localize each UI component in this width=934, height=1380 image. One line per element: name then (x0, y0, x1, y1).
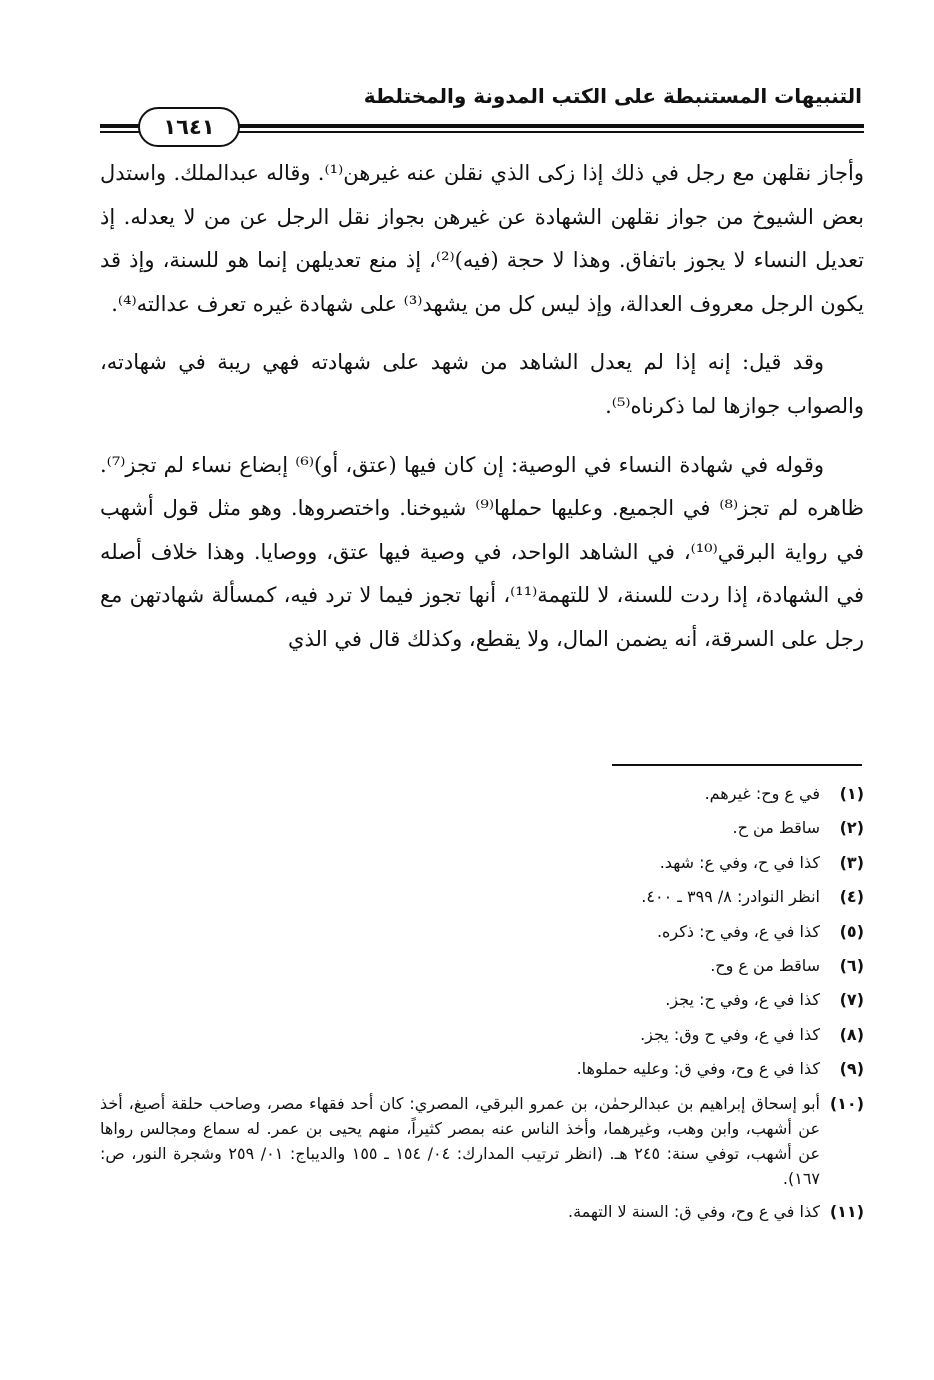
footnote-number: (٩) (839, 1059, 864, 1079)
main-text (100, 152, 864, 662)
footnote-text: كذا في ع وح، وفي ق: السنة لا التهمة. (568, 1202, 820, 1222)
footnote-text: أبو إسحاق إبراهيم بن عبدالرحمٰن، بن عمرو البرقي، المصري: كان أحد فقهاء مصر، وصاحب حلقة أصبغ، أخذ عن أشهب، وابن وهب، وغيرهما، وأخذ الناس عنه بمصر كثيراً، منهم يحيى بن عمر. له سماع ومجالس رواها عن أشهب، توفي سنة: ٢٤٥ هـ. (انظر ترتيب المدارك: ٠٤/ ١٥٤ ـ ١٥٥ والديباج: ٠١/ ٢٥٩ وشجرة النور، ص: ١٦٧). (100, 1093, 821, 1189)
paragraph: وأجاز نقلهن مع رجل في ذلك إذا زكى الذي نقلن عنه غيرهن⁽¹⁾. وقاله عبدالملك. واستدل بعض الشيوخ من جواز نقلهن الشهادة عن غيرهن بجواز نقل الرجل عن من لا يعدله. إذ تعديل النساء لا يجوز باتفاق. وهذا لا حجة (فيه)⁽²⁾، إذ منع تعديلهن إنما هو للسنة، وإذ قد يكون الرجل معروف العدالة، وإذ ليس كل من يشهد⁽³⁾ على شهادة غيره تعرف عدالته⁽⁴⁾. (100, 161, 864, 316)
footnote-number: (٥) (839, 921, 864, 941)
footnote (100, 1052, 864, 1086)
footnote (100, 915, 864, 949)
footnote-number: (١٠) (829, 1093, 864, 1113)
footnote-number: (٢) (839, 818, 864, 838)
paragraph: وقوله في شهادة النساء في الوصية: إن كان فيها (عتق، أو)⁽⁶⁾ إبضاع نساء لم تجز⁽⁷⁾. ظاهره لم تجز⁽⁸⁾ في الجميع. وعليها حملها⁽⁹⁾ شيوخنا. واختصروها. وهو مثل قول أشهب في رواية البرقي⁽¹⁰⁾، في الشاهد الواحد، في وصية فيها عتق، ووصايا. وهذا خلاف أصله في الشهادة، إذا ردت للسنة، لا للتهمة⁽¹¹⁾، أنها تجوز فيما لا ترد فيه، كمسألة شهادتهن مع رجل على السرقة، أنه يضمن المال، ولا يقطع، وكذلك قال في الذي (100, 452, 864, 651)
footnote-text: كذا في ح، وفي ع: شهد. (659, 852, 820, 872)
footnote-number: (٧) (839, 990, 864, 1010)
footnote (100, 811, 864, 845)
footnote (100, 777, 864, 811)
footnote-number: (٤) (839, 887, 864, 907)
footnote-number: (١١) (829, 1202, 864, 1222)
running-title: التنبيهات المستنبطة على الكتب المدونة والمختلطة (363, 84, 862, 108)
paragraph: وقد قيل: إنه إذا لم يعدل الشاهد من شهد على شهادته فهي ريبة في شهادته، والصواب جوازها لما ذكرناه⁽⁵⁾. (100, 350, 864, 418)
footnote-number: (١) (839, 784, 864, 803)
footnote-text: في ع وح: غيرهم. (704, 784, 820, 803)
footnote-text: كذا في ع، وفي ح وق: يجز. (640, 1024, 820, 1044)
footnote (100, 846, 864, 880)
footnote-text: ساقط من ع وح. (710, 956, 820, 976)
footnote-text: كذا في ع، وفي ح: ذكره. (656, 921, 820, 941)
footnote (100, 949, 864, 983)
footnote (100, 1091, 864, 1192)
footnote-number: (٣) (839, 852, 864, 872)
footnote-text: كذا في ع وح، وفي ق: وعليه حملوها. (576, 1059, 820, 1079)
footnote (100, 1195, 864, 1229)
footnote (100, 983, 864, 1017)
footnote (100, 1018, 864, 1052)
footnote-text: كذا في ع، وفي ح: يجز. (665, 990, 820, 1010)
page-number: ١٦٤١ (138, 107, 240, 147)
footnote (100, 880, 864, 914)
footnote-text: انظر النوادر: ٨/ ٣٩٩ ـ ٤٠٠. (641, 887, 820, 907)
footnotes (100, 777, 864, 1230)
footnote-separator (612, 764, 862, 766)
footnote-text: ساقط من ح. (732, 818, 820, 838)
footnote-number: (٨) (839, 1024, 864, 1044)
footnote-number: (٦) (839, 956, 864, 976)
